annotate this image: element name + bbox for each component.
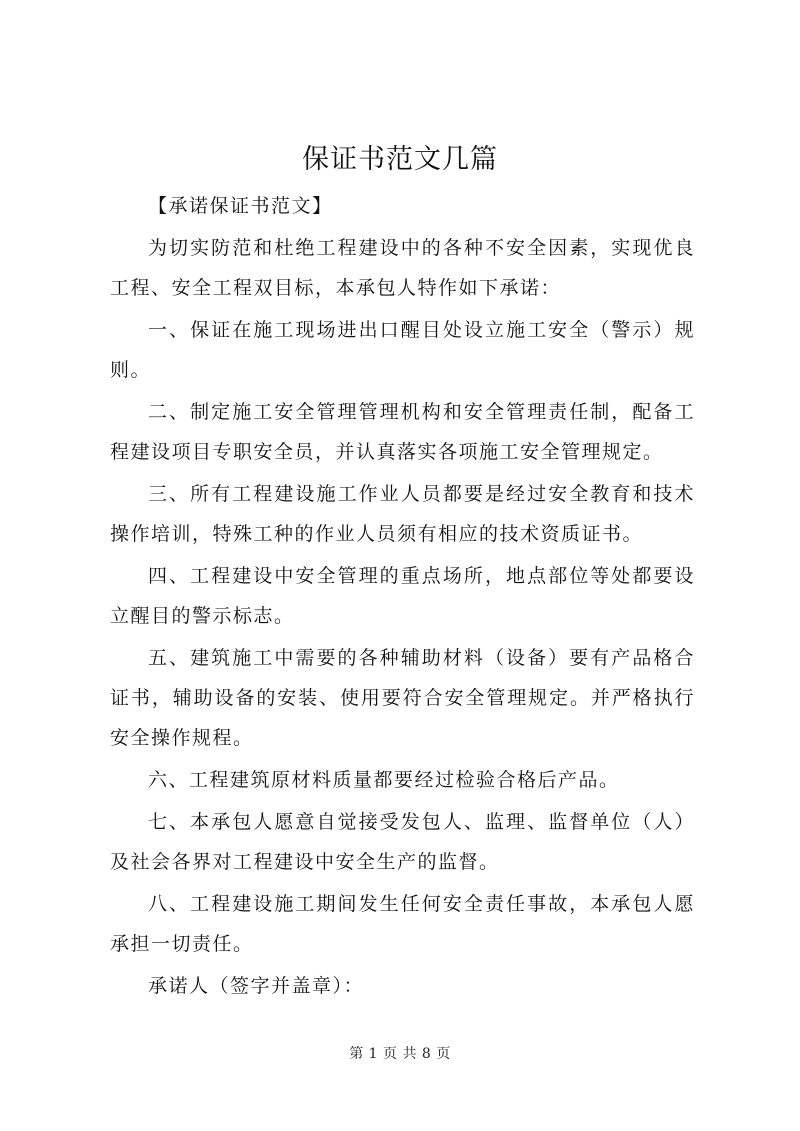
signature-line: 承诺人（签字并盖章）： <box>148 975 365 997</box>
paragraph-item-4: 四、工程建设中安全管理的重点场所，地点部位等处都要设立醒目的警示标志。 <box>110 565 695 627</box>
page-number-footer: 第 1 页 共 8 页 <box>349 1046 451 1062</box>
paragraph-item-1: 一、保证在施工现场进出口醒目处设立施工安全（警示）规则。 <box>110 319 695 381</box>
paragraph-item-3: 三、所有工程建设施工作业人员都要是经过安全教育和技术操作培训，特殊工种的作业人员须有相应的技术资质证书。 <box>110 483 695 545</box>
paragraph-item-5: 五、建筑施工中需要的各种辅助材料（设备）要有产品格合证书，辅助设备的安装、使用要符合安全管理规定。并严格执行安全操作规程。 <box>110 647 695 749</box>
document-body <box>110 186 695 1008</box>
paragraph-item-2: 二、制定施工安全管理管理机构和安全管理责任制，配备工程建设项目专职安全员，并认真落实各项施工安全管理规定。 <box>110 401 695 463</box>
paragraph-intro: 为切实防范和杜绝工程建设中的各种不安全因素，实现优良工程、安全工程双目标，本承包人特作如下承诺： <box>110 237 695 299</box>
paragraph-item-6: 六、工程建筑原材料质量都要经过检验合格后产品。 <box>148 769 620 791</box>
paragraph-item-8: 八、工程建设施工期间发生任何安全责任事故，本承包人愿承担一切责任。 <box>110 893 695 955</box>
paragraph-item-7: 七、本承包人愿意自觉接受发包人、监理、监督单位（人）及社会各界对工程建设中安全生产的监督。 <box>110 811 695 873</box>
document-title: 保证书范文几篇 <box>302 144 498 175</box>
section-heading: 【承诺保证书范文】 <box>148 195 333 217</box>
